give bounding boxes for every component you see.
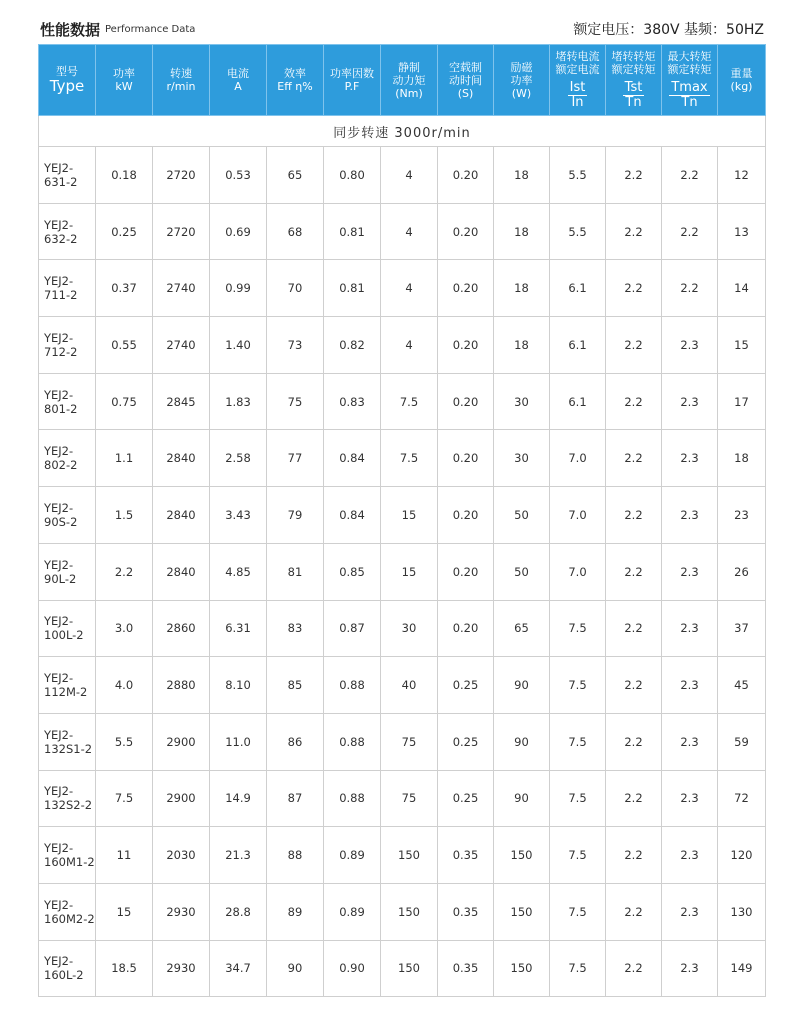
col-header-excitation: 励磁 功率 (W) bbox=[494, 45, 550, 116]
cell-s: 0.20 bbox=[438, 260, 494, 317]
cell-kw: 0.25 bbox=[96, 203, 153, 260]
col-header-eff: 效率 Eff η% bbox=[267, 45, 324, 116]
cell-eff: 85 bbox=[267, 657, 324, 714]
cell-w: 50 bbox=[494, 543, 550, 600]
type-line-1: YEJ2- bbox=[44, 841, 74, 856]
cell-s: 0.35 bbox=[438, 883, 494, 940]
cell-tst: 2.2 bbox=[606, 770, 662, 827]
cell-nm: 40 bbox=[381, 657, 438, 714]
cell-ist: 7.0 bbox=[550, 487, 606, 544]
col-header-tst-tn: 堵转转矩 额定转矩 Tst Tn bbox=[606, 45, 662, 116]
cell-a: 34.7 bbox=[210, 940, 267, 997]
col-header-brake-time: 空载制 动时间 (S) bbox=[438, 45, 494, 116]
cell-type bbox=[39, 770, 96, 827]
cell-kw: 0.55 bbox=[96, 317, 153, 374]
cell-rpm: 2740 bbox=[153, 260, 210, 317]
cell-kw: 11 bbox=[96, 827, 153, 884]
cell-a: 8.10 bbox=[210, 657, 267, 714]
cell-rpm: 2840 bbox=[153, 543, 210, 600]
cell-tst: 2.2 bbox=[606, 940, 662, 997]
cell-tst: 2.2 bbox=[606, 203, 662, 260]
cell-tmax: 2.3 bbox=[662, 657, 718, 714]
cell-nm: 7.5 bbox=[381, 373, 438, 430]
cell-eff: 73 bbox=[267, 317, 324, 374]
cell-rpm: 2720 bbox=[153, 203, 210, 260]
type-line-1: YEJ2- bbox=[44, 500, 74, 515]
cell-ist: 6.1 bbox=[550, 260, 606, 317]
cell-tmax: 2.3 bbox=[662, 827, 718, 884]
cell-kw: 7.5 bbox=[96, 770, 153, 827]
cell-kw: 1.5 bbox=[96, 487, 153, 544]
cell-kw: 1.1 bbox=[96, 430, 153, 487]
cell-pf: 0.81 bbox=[324, 260, 381, 317]
cell-type bbox=[39, 543, 96, 600]
cell-a: 2.58 bbox=[210, 430, 267, 487]
table-row bbox=[39, 940, 766, 997]
cell-rpm: 2900 bbox=[153, 770, 210, 827]
cell-tmax: 2.3 bbox=[662, 317, 718, 374]
cell-ist: 7.0 bbox=[550, 543, 606, 600]
cell-type bbox=[39, 487, 96, 544]
cell-pf: 0.82 bbox=[324, 317, 381, 374]
cell-nm: 4 bbox=[381, 260, 438, 317]
cell-tst: 2.2 bbox=[606, 883, 662, 940]
cell-kg: 23 bbox=[718, 487, 766, 544]
cell-tst: 2.2 bbox=[606, 657, 662, 714]
cell-pf: 0.87 bbox=[324, 600, 381, 657]
cell-eff: 79 bbox=[267, 487, 324, 544]
cell-tmax: 2.2 bbox=[662, 260, 718, 317]
cell-s: 0.20 bbox=[438, 147, 494, 204]
cell-type bbox=[39, 430, 96, 487]
cell-ist: 7.5 bbox=[550, 827, 606, 884]
col-header-weight: 重量 (kg) bbox=[718, 45, 766, 116]
cell-ist: 7.5 bbox=[550, 713, 606, 770]
cell-tmax: 2.3 bbox=[662, 883, 718, 940]
section-row bbox=[39, 116, 766, 147]
cell-rpm: 2720 bbox=[153, 147, 210, 204]
type-line-2: 112M-2 bbox=[44, 685, 88, 700]
cell-s: 0.35 bbox=[438, 940, 494, 997]
cell-kg: 15 bbox=[718, 317, 766, 374]
cell-rpm: 2740 bbox=[153, 317, 210, 374]
cell-kg: 37 bbox=[718, 600, 766, 657]
col-header-kw: 功率 kW bbox=[96, 45, 153, 116]
cell-eff: 68 bbox=[267, 203, 324, 260]
cell-nm: 30 bbox=[381, 600, 438, 657]
cell-nm: 150 bbox=[381, 883, 438, 940]
cell-rpm: 2840 bbox=[153, 430, 210, 487]
cell-ist: 5.5 bbox=[550, 147, 606, 204]
type-line-1: YEJ2- bbox=[44, 897, 74, 912]
cell-type bbox=[39, 883, 96, 940]
cell-ist: 7.5 bbox=[550, 770, 606, 827]
cell-kg: 12 bbox=[718, 147, 766, 204]
cell-kg: 120 bbox=[718, 827, 766, 884]
cell-pf: 0.85 bbox=[324, 543, 381, 600]
table-row bbox=[39, 770, 766, 827]
cell-tmax: 2.3 bbox=[662, 543, 718, 600]
cell-ist: 7.5 bbox=[550, 657, 606, 714]
type-line-1: YEJ2- bbox=[44, 954, 74, 969]
cell-a: 6.31 bbox=[210, 600, 267, 657]
table-row bbox=[39, 203, 766, 260]
type-line-1: YEJ2- bbox=[44, 330, 74, 345]
cell-eff: 86 bbox=[267, 713, 324, 770]
cell-eff: 83 bbox=[267, 600, 324, 657]
cell-kg: 17 bbox=[718, 373, 766, 430]
cell-pf: 0.88 bbox=[324, 770, 381, 827]
type-line-1: YEJ2- bbox=[44, 557, 74, 572]
cell-kw: 0.37 bbox=[96, 260, 153, 317]
cell-tmax: 2.3 bbox=[662, 430, 718, 487]
cell-s: 0.20 bbox=[438, 203, 494, 260]
table-row bbox=[39, 430, 766, 487]
type-line-2: 632-2 bbox=[44, 231, 78, 246]
cell-tmax: 2.3 bbox=[662, 373, 718, 430]
cell-s: 0.25 bbox=[438, 657, 494, 714]
page-title: 性能数据 bbox=[40, 21, 101, 39]
cell-nm: 15 bbox=[381, 543, 438, 600]
cell-w: 150 bbox=[494, 940, 550, 997]
cell-s: 0.25 bbox=[438, 770, 494, 827]
table-body bbox=[39, 147, 766, 997]
cell-a: 0.53 bbox=[210, 147, 267, 204]
type-line-2: 712-2 bbox=[44, 344, 78, 359]
type-line-1: YEJ2- bbox=[44, 784, 74, 799]
cell-s: 0.20 bbox=[438, 317, 494, 374]
cell-ist: 5.5 bbox=[550, 203, 606, 260]
table-row bbox=[39, 260, 766, 317]
type-line-2: 132S2-2 bbox=[44, 798, 93, 813]
type-line-1: YEJ2- bbox=[44, 160, 74, 175]
cell-a: 28.8 bbox=[210, 883, 267, 940]
cell-ist: 7.5 bbox=[550, 940, 606, 997]
cell-pf: 0.83 bbox=[324, 373, 381, 430]
cell-a: 3.43 bbox=[210, 487, 267, 544]
cell-type bbox=[39, 317, 96, 374]
cell-tmax: 2.3 bbox=[662, 940, 718, 997]
cell-w: 90 bbox=[494, 657, 550, 714]
cell-pf: 0.88 bbox=[324, 713, 381, 770]
type-line-2: 160L-2 bbox=[44, 968, 84, 983]
cell-pf: 0.81 bbox=[324, 203, 381, 260]
col-header-rpm: 转速 r/min bbox=[153, 45, 210, 116]
type-line-2: 802-2 bbox=[44, 458, 78, 473]
cell-rpm: 2860 bbox=[153, 600, 210, 657]
cell-nm: 150 bbox=[381, 827, 438, 884]
cell-tmax: 2.3 bbox=[662, 713, 718, 770]
cell-eff: 89 bbox=[267, 883, 324, 940]
cell-kg: 45 bbox=[718, 657, 766, 714]
cell-w: 150 bbox=[494, 883, 550, 940]
cell-w: 90 bbox=[494, 770, 550, 827]
cell-kg: 59 bbox=[718, 713, 766, 770]
page-subtitle: Performance Data bbox=[105, 24, 196, 35]
cell-ist: 6.1 bbox=[550, 373, 606, 430]
table-row bbox=[39, 713, 766, 770]
type-line-1: YEJ2- bbox=[44, 614, 74, 629]
cell-kg: 149 bbox=[718, 940, 766, 997]
cell-rpm: 2930 bbox=[153, 940, 210, 997]
cell-s: 0.25 bbox=[438, 713, 494, 770]
table-row bbox=[39, 487, 766, 544]
cell-kw: 5.5 bbox=[96, 713, 153, 770]
type-line-2: 90S-2 bbox=[44, 514, 78, 529]
performance-table bbox=[38, 44, 766, 997]
cell-w: 150 bbox=[494, 827, 550, 884]
type-line-1: YEJ2- bbox=[44, 727, 74, 742]
cell-nm: 4 bbox=[381, 147, 438, 204]
cell-rpm: 2930 bbox=[153, 883, 210, 940]
cell-pf: 0.89 bbox=[324, 827, 381, 884]
cell-ist: 7.0 bbox=[550, 430, 606, 487]
cell-w: 18 bbox=[494, 260, 550, 317]
cell-kg: 26 bbox=[718, 543, 766, 600]
cell-pf: 0.84 bbox=[324, 487, 381, 544]
table-row bbox=[39, 373, 766, 430]
cell-s: 0.20 bbox=[438, 487, 494, 544]
cell-eff: 75 bbox=[267, 373, 324, 430]
cell-kw: 0.18 bbox=[96, 147, 153, 204]
cell-tst: 2.2 bbox=[606, 600, 662, 657]
cell-kg: 14 bbox=[718, 260, 766, 317]
header-row bbox=[39, 45, 766, 116]
cell-kg: 130 bbox=[718, 883, 766, 940]
cell-nm: 15 bbox=[381, 487, 438, 544]
cell-tst: 2.2 bbox=[606, 260, 662, 317]
cell-s: 0.20 bbox=[438, 600, 494, 657]
cell-eff: 77 bbox=[267, 430, 324, 487]
cell-type bbox=[39, 600, 96, 657]
cell-s: 0.35 bbox=[438, 827, 494, 884]
cell-w: 18 bbox=[494, 317, 550, 374]
cell-w: 50 bbox=[494, 487, 550, 544]
cell-w: 30 bbox=[494, 430, 550, 487]
cell-tmax: 2.3 bbox=[662, 487, 718, 544]
cell-tmax: 2.3 bbox=[662, 600, 718, 657]
cell-s: 0.20 bbox=[438, 373, 494, 430]
cell-nm: 150 bbox=[381, 940, 438, 997]
cell-kw: 0.75 bbox=[96, 373, 153, 430]
cell-type bbox=[39, 147, 96, 204]
col-header-tmax-tn: 最大转矩 额定转矩 Tmax Tn bbox=[662, 45, 718, 116]
cell-type bbox=[39, 940, 96, 997]
cell-rpm: 2880 bbox=[153, 657, 210, 714]
cell-pf: 0.89 bbox=[324, 883, 381, 940]
type-line-2: 100L-2 bbox=[44, 628, 84, 643]
cell-nm: 75 bbox=[381, 713, 438, 770]
cell-eff: 70 bbox=[267, 260, 324, 317]
cell-tmax: 2.2 bbox=[662, 147, 718, 204]
cell-a: 11.0 bbox=[210, 713, 267, 770]
type-line-1: YEJ2- bbox=[44, 444, 74, 459]
type-line-1: YEJ2- bbox=[44, 217, 74, 232]
table-row bbox=[39, 317, 766, 374]
cell-a: 0.99 bbox=[210, 260, 267, 317]
cell-tmax: 2.2 bbox=[662, 203, 718, 260]
cell-eff: 88 bbox=[267, 827, 324, 884]
type-line-2: 711-2 bbox=[44, 288, 78, 303]
cell-kw: 18.5 bbox=[96, 940, 153, 997]
cell-kg: 72 bbox=[718, 770, 766, 827]
cell-pf: 0.80 bbox=[324, 147, 381, 204]
cell-nm: 7.5 bbox=[381, 430, 438, 487]
cell-eff: 90 bbox=[267, 940, 324, 997]
cell-tst: 2.2 bbox=[606, 373, 662, 430]
cell-type bbox=[39, 203, 96, 260]
cell-eff: 81 bbox=[267, 543, 324, 600]
table-row bbox=[39, 147, 766, 204]
table-row bbox=[39, 600, 766, 657]
cell-s: 0.20 bbox=[438, 430, 494, 487]
type-line-2: 631-2 bbox=[44, 174, 78, 189]
type-line-1: YEJ2- bbox=[44, 387, 74, 402]
cell-type bbox=[39, 827, 96, 884]
cell-nm: 4 bbox=[381, 203, 438, 260]
cell-kw: 4.0 bbox=[96, 657, 153, 714]
type-line-2: 132S1-2 bbox=[44, 741, 93, 756]
cell-tst: 2.2 bbox=[606, 713, 662, 770]
col-header-current: 电流 A bbox=[210, 45, 267, 116]
cell-tmax: 2.3 bbox=[662, 770, 718, 827]
cell-type bbox=[39, 373, 96, 430]
type-line-2: 160M1-2 bbox=[44, 855, 95, 870]
cell-tst: 2.2 bbox=[606, 827, 662, 884]
type-line-1: YEJ2- bbox=[44, 274, 74, 289]
table-row bbox=[39, 827, 766, 884]
cell-a: 21.3 bbox=[210, 827, 267, 884]
cell-tst: 2.2 bbox=[606, 147, 662, 204]
cell-type bbox=[39, 260, 96, 317]
cell-rpm: 2840 bbox=[153, 487, 210, 544]
cell-a: 1.83 bbox=[210, 373, 267, 430]
table-row bbox=[39, 657, 766, 714]
section-label: 同步转速 3000r/min bbox=[39, 116, 766, 147]
cell-a: 14.9 bbox=[210, 770, 267, 827]
cell-tst: 2.2 bbox=[606, 487, 662, 544]
cell-eff: 87 bbox=[267, 770, 324, 827]
type-line-1: YEJ2- bbox=[44, 671, 74, 686]
cell-type bbox=[39, 657, 96, 714]
cell-w: 90 bbox=[494, 713, 550, 770]
cell-rpm: 2845 bbox=[153, 373, 210, 430]
cell-w: 65 bbox=[494, 600, 550, 657]
cell-ist: 6.1 bbox=[550, 317, 606, 374]
col-header-type: 型号 Type bbox=[39, 45, 96, 116]
cell-nm: 4 bbox=[381, 317, 438, 374]
cell-kw: 15 bbox=[96, 883, 153, 940]
col-header-torque: 静制 动力矩 (Nm) bbox=[381, 45, 438, 116]
table-row bbox=[39, 883, 766, 940]
cell-tst: 2.2 bbox=[606, 543, 662, 600]
cell-w: 18 bbox=[494, 147, 550, 204]
cell-a: 0.69 bbox=[210, 203, 267, 260]
cell-pf: 0.84 bbox=[324, 430, 381, 487]
cell-ist: 7.5 bbox=[550, 600, 606, 657]
cell-type bbox=[39, 713, 96, 770]
cell-ist: 7.5 bbox=[550, 883, 606, 940]
cell-a: 1.40 bbox=[210, 317, 267, 374]
type-line-2: 801-2 bbox=[44, 401, 78, 416]
col-header-pf: 功率因数 P.F bbox=[324, 45, 381, 116]
cell-rpm: 2900 bbox=[153, 713, 210, 770]
cell-kg: 13 bbox=[718, 203, 766, 260]
cell-a: 4.85 bbox=[210, 543, 267, 600]
type-line-2: 160M2-2 bbox=[44, 911, 95, 926]
cell-pf: 0.88 bbox=[324, 657, 381, 714]
rated-info: 额定电压：380V 基频：50HZ bbox=[573, 22, 764, 38]
cell-tst: 2.2 bbox=[606, 317, 662, 374]
cell-w: 18 bbox=[494, 203, 550, 260]
cell-s: 0.20 bbox=[438, 543, 494, 600]
cell-rpm: 2030 bbox=[153, 827, 210, 884]
col-header-ist-in: 堵转电流 额定电流 Ist In bbox=[550, 45, 606, 116]
cell-tst: 2.2 bbox=[606, 430, 662, 487]
cell-kw: 2.2 bbox=[96, 543, 153, 600]
cell-nm: 75 bbox=[381, 770, 438, 827]
cell-kg: 18 bbox=[718, 430, 766, 487]
cell-eff: 65 bbox=[267, 147, 324, 204]
cell-pf: 0.90 bbox=[324, 940, 381, 997]
type-line-2: 90L-2 bbox=[44, 571, 77, 586]
cell-kw: 3.0 bbox=[96, 600, 153, 657]
table-row bbox=[39, 543, 766, 600]
cell-w: 30 bbox=[494, 373, 550, 430]
page-header bbox=[0, 0, 790, 44]
